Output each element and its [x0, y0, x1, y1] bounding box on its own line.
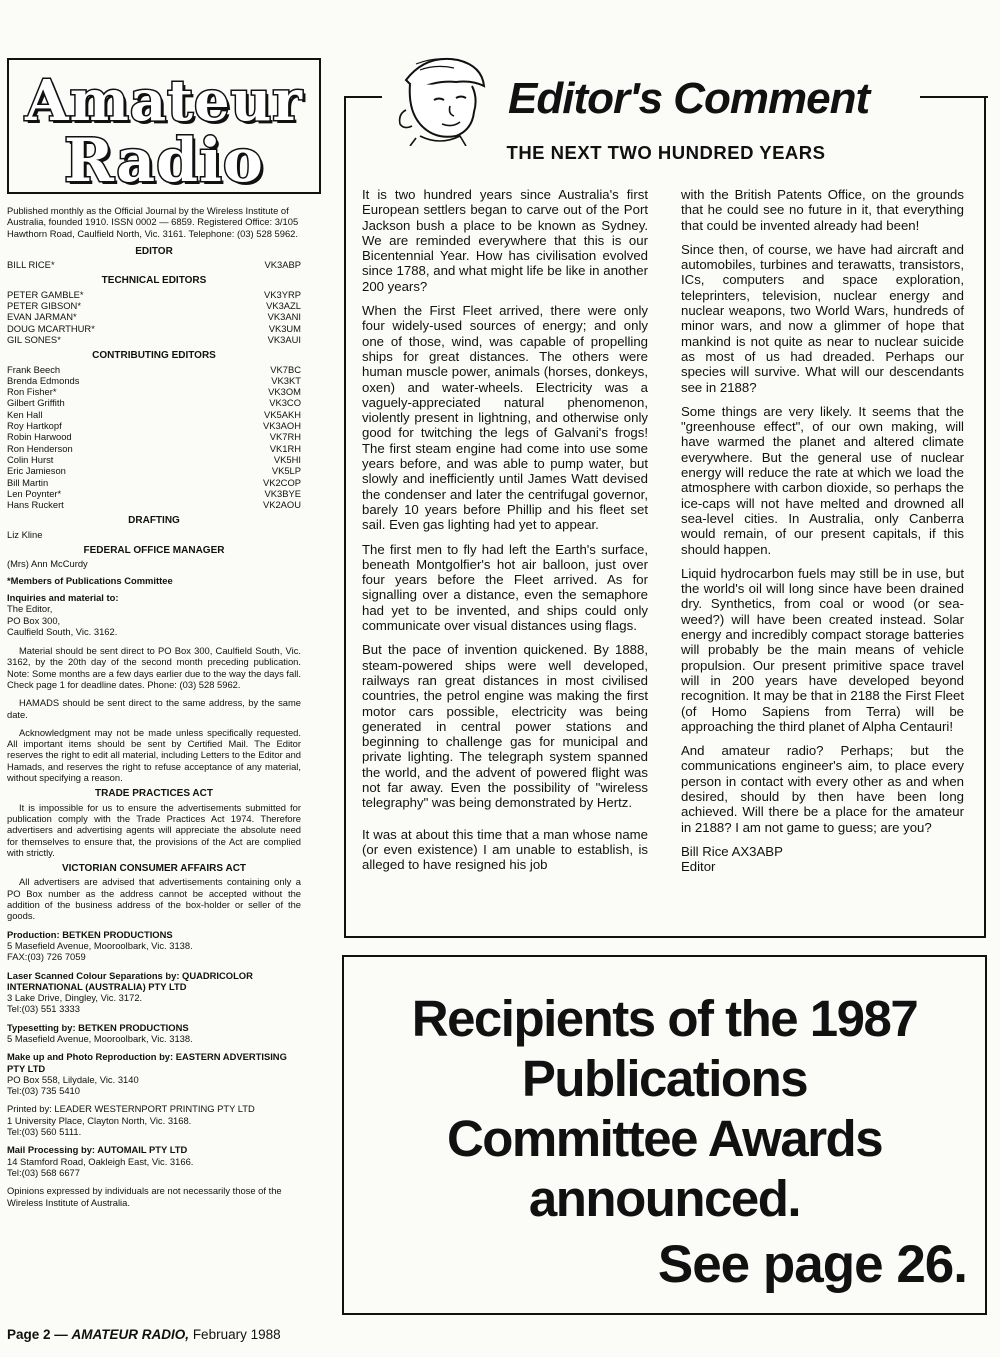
awards-line: Recipients of the 1987 [411, 990, 918, 1047]
staff-callsign: VK3BYE [264, 487, 301, 499]
printing-credit [7, 1103, 301, 1137]
staff-row [7, 259, 301, 270]
editorial-paragraph: And amateur radio? Perhaps; but the communications engineer's aim, to place every person in contact with every other as and when desired, should by then have been long achieved. Will there be a place for the amateur in 2188? I am not game to guess; are you? [681, 743, 964, 835]
credit-line: Tel:(03) 551 3333 [7, 1003, 80, 1015]
staff-callsign: VK5HI [273, 453, 301, 465]
staff-callsign: VK2COP [262, 476, 301, 488]
committee-note: *Members of Publications Committee [7, 574, 173, 586]
editorial-column-2 [681, 187, 964, 874]
editorial-paragraph: The first men to fly had left the Earth's surface, beneath Montgolfier's hot air balloon, just over four years before the Fleet arrived. As for signalling over a distance, even the semaphore had yet to be invented, and ships could only communicate over visual distances using flags. [362, 541, 648, 634]
staff-row [7, 477, 301, 488]
credit-label: Mail Processing by: AUTOMAIL PTY LTD [7, 1144, 188, 1156]
separations-credit [7, 970, 301, 1015]
staff-callsign: VK1RH [269, 442, 301, 454]
staff-callsign: VK3AUI [267, 333, 301, 345]
acknowledgment-paragraph: Acknowledgment may not be made unless specifically requested. All important items should be sent by Certified Mail. The Editor reserves the right to edit all material, including Letters to the Editor and Hamads, and reserves the right to refuse acceptance of any material, without specifying a reason. [7, 726, 301, 784]
staff-row [7, 420, 301, 431]
masthead-line1: Amateur [25, 68, 303, 134]
contributing-editors-heading: CONTRIBUTING EDITORS [92, 350, 216, 362]
editorial-paragraph: It is two hundred years since Australia's first European settlers began to carve out of the Port Jackson bush a place to be known as Sydney. We are reminded everywhere that this is our Bicentennial Year. How has civilisation evolved since 1788, and what might life be like in another 200 years? [362, 187, 648, 294]
staff-name: Brenda Edmonds [7, 374, 80, 386]
technical-editors-list [7, 289, 301, 345]
credit-line: 14 Stamford Road, Oakleigh East, Vic. 3166. [7, 1155, 194, 1167]
federal-office-manager-heading: FEDERAL OFFICE MANAGER [83, 545, 225, 557]
staff-row [7, 300, 301, 311]
staff-row [7, 289, 301, 300]
editorial-paragraph: Liquid hydrocarbon fuels may still be in use, but the world's oil will long since have been drained dry. Synthetics, from coal or wood (or sea-weed?) will have been created instead. Solar energy and incredibly compact storage batteries will probably be the main means of vehicle propulsion. Our present primitive space travel will in 200 years have developed beyond recognition. It may be that in 2188 the First Fleet (of Homo Sapiens from Terra) will be approaching the third planet of Alpha Centauri! [681, 565, 964, 734]
credit-label: Production: BETKEN PRODUCTIONS [7, 928, 173, 940]
editor-list [7, 259, 301, 270]
publication-name: AMATEUR RADIO, [71, 1327, 190, 1342]
staff-row [7, 375, 301, 386]
awards-line: Committee Awards [446, 1110, 883, 1167]
staff-row [7, 465, 301, 476]
staff-callsign: VK5AKH [264, 408, 301, 420]
makeup-credit [7, 1051, 301, 1096]
staff-row [7, 499, 301, 510]
staff-callsign: VK3AZL [266, 300, 301, 312]
staff-name: Frank Beech [7, 363, 61, 375]
staff-row [7, 323, 301, 334]
staff-callsign: VK7BC [270, 363, 301, 375]
editorial-signature-role: Editor [681, 859, 716, 875]
inquiries-line: Caulfield South, Vic. 3162. [7, 625, 118, 637]
masthead-line2: Radio [64, 126, 264, 194]
staff-name: Roy Hartkopf [7, 420, 62, 432]
awards-line: Publications [521, 1050, 808, 1107]
credit-label: Make up and Photo Reproduction by: EASTERN ADVERTISING PTY LTD [7, 1051, 287, 1074]
editorial-column-1 [362, 187, 648, 881]
credit-label: Printed by: LEADER WESTERNPORT PRINTING PTY LTD [7, 1103, 255, 1115]
staff-callsign: VK3CO [269, 397, 301, 409]
staff-row [7, 454, 301, 465]
staff-name: Bill Martin [7, 476, 49, 488]
editorial-signature: Bill Rice AX3ABP [681, 843, 783, 859]
staff-name: Gilbert Griffith [7, 397, 65, 409]
editorial-paragraph: with the British Patents Office, on the grounds that he could see no future in it, that everything that could be invented already had been! [681, 187, 964, 233]
editors-comment-title: Editor's Comment [508, 74, 870, 123]
staff-row [7, 488, 301, 499]
mail-credit [7, 1144, 301, 1178]
issue-date: February 1988 [192, 1327, 281, 1342]
typesetting-credit [7, 1022, 301, 1045]
credit-line: FAX:(03) 726 7059 [7, 951, 86, 963]
staff-name: GIL SONES* [7, 333, 61, 345]
credit-line: Tel:(03) 568 6677 [7, 1166, 80, 1178]
consumer-affairs-paragraph: All advertisers are advised that advertisements containing only a PO Box number as the address cannot be accepted without the addition of the business address of the box-holder or seller of the goods. [7, 876, 301, 922]
editorial-subtitle: THE NEXT TWO HUNDRED YEARS [506, 142, 826, 163]
masthead-logo [7, 58, 321, 194]
staff-name: Robin Harwood [7, 431, 72, 443]
material-paragraph: Material should be sent direct to PO Box 300, Caulfield South, Vic. 3162, by the 20th day of the second month preceding publication. Note: Some months are a few days earlier due to the way the days fall. Check page 1 for deadline dates. Phone: (03) 528 5962. [7, 645, 301, 690]
staff-callsign: VK2AOU [262, 499, 301, 511]
title-backdrop [922, 60, 982, 96]
staff-name: BILL RICE* [7, 259, 55, 271]
staff-name: Ron Fisher* [7, 386, 57, 398]
staff-name: PETER GAMBLE* [7, 288, 84, 300]
staff-row [7, 443, 301, 454]
hamads-paragraph: HAMADS should be sent direct to the same address, by the same date. [7, 697, 301, 720]
staff-callsign: VK3ABP [264, 259, 301, 271]
production-credit [7, 929, 301, 963]
staff-row [7, 386, 301, 397]
credit-label: Laser Scanned Colour Separations by: QUADRICOLOR INTERNATIONAL (AUSTRALIA) PTY LTD [7, 969, 253, 992]
staff-name: Ron Henderson [7, 442, 73, 454]
staff-row [7, 409, 301, 420]
inquiries-line: The Editor, [7, 603, 53, 615]
staff-row [7, 311, 301, 322]
staff-callsign: VK3UM [268, 322, 301, 334]
staff-row [7, 397, 301, 408]
staff-callsign: VK3KT [271, 374, 301, 386]
title-rule [906, 95, 988, 99]
staff-name: Colin Hurst [7, 453, 54, 465]
publication-intro: Published monthly as the Official Journal by the Wireless Institute of Australia, founded 1910. ISSN 0002 — 6859. Registered Office: 3/105 Hawthorn Road, Caulfield North, Vic. 3161. Telephone: (03) 528 5962. [7, 205, 299, 239]
editor-heading: EDITOR [135, 245, 173, 257]
inquiries-line: PO Box 300, [7, 614, 61, 626]
awards-line: announced. [528, 1170, 801, 1227]
consumer-affairs-heading: VICTORIAN CONSUMER AFFAIRS ACT [61, 863, 247, 875]
staff-name: Len Poynter* [7, 487, 62, 499]
staff-callsign: VK7RH [269, 431, 301, 443]
staff-name: DOUG MCARTHUR* [7, 322, 95, 334]
drafting-name: Liz Kline [7, 528, 43, 540]
credit-line: Tel:(03) 735 5410 [7, 1085, 80, 1097]
credit-line: 3 Lake Drive, Dingley, Vic. 3172. [7, 992, 143, 1004]
masthead-info-column [7, 205, 301, 1208]
technical-editors-heading: TECHNICAL EDITORS [101, 275, 207, 287]
credit-line: 1 University Place, Clayton North, Vic. 3168. [7, 1114, 192, 1126]
staff-callsign: VK3AOH [262, 420, 301, 432]
staff-row [7, 334, 301, 345]
editorial-paragraph: Some things are very likely. It seems that the "greenhouse effect", of our own making, will have warmed the planet and altered climate everywhere. But the general use of nuclear energy will reduce the rate at which we load the atmosphere with carbon dioxide, so perhaps the ice-caps will not have melted and drowned all sea-level cities. In Australia, only Canberra would remain, of our present capitals, if this should happen. [681, 403, 964, 557]
staff-name: Hans Ruckert [7, 499, 64, 511]
editorial-paragraph: When the First Fleet arrived, there were only four widely-used sources of energy; and only one of those, wind, was capable of propelling ships for great distances. The others were human muscle power, animals (horses, donkeys, oxen) and water-wheels. Electricity was a vaguely-appreciated natural phenomenon, violently present in lightning, and otherwise only good for twitching the legs of Galvani's frogs! The first steam engine had come into use some years before, and was able to pump water, but slowly and inefficiently until James Watt devised the condenser and later the centrifugal governor, barely 10 years before Phillip and his fleet set sail. Even gas lighting had yet to appear. [362, 303, 648, 533]
editor-sketch-icon [386, 50, 500, 146]
credit-line: PO Box 558, Lilydale, Vic. 3140 [7, 1073, 139, 1085]
federal-office-manager-name: (Mrs) Ann McCurdy [7, 558, 88, 570]
credit-line: 5 Masefield Avenue, Mooroolbark, Vic. 3138. [7, 939, 193, 951]
opinions-disclaimer: Opinions expressed by individuals are not necessarily those of the Wireless Institute of Australia. [7, 1185, 282, 1208]
see-page-reference: See page 26. [657, 1235, 967, 1294]
staff-callsign: VK3YRP [264, 288, 301, 300]
credit-label: Typesetting by: BETKEN PRODUCTIONS [7, 1021, 189, 1033]
staff-callsign: VK3OM [268, 386, 301, 398]
credit-line: 5 Masefield Avenue, Mooroolbark, Vic. 3138. [7, 1033, 193, 1044]
trade-practices-paragraph: It is impossible for us to ensure the advertisements submitted for publication comply with the Trade Practices Act 1974. Therefore advertisers and advertising agents will appreciate the absolute need for themselves to ensure that, the provisions of the Act are complied with strictly. [7, 801, 301, 858]
staff-row [7, 364, 301, 375]
awards-announcement-box [342, 955, 987, 1315]
staff-name: Eric Jamieson [7, 465, 66, 477]
editorial-paragraph: Since then, of course, we have had aircraft and automobiles, turbines and terawatts, transistors, ICs, computers and space exploration, teleprinters, television, nuclear energy and nuclear weapons, two World Wars, hundreds of minor wars, and now a glimmer of hope that mankind is not quite as near to nuclear suicide as most of us had dreaded. Perhaps our species will survive. What will our descendants see in 2188? [681, 241, 964, 395]
staff-name: Ken Hall [7, 408, 43, 420]
inquiries-label: Inquiries and material to: [7, 591, 119, 603]
page-number: Page 2 — [7, 1327, 68, 1342]
staff-callsign: VK3ANI [267, 311, 301, 323]
staff-callsign: VK5LP [271, 465, 301, 477]
staff-name: EVAN JARMAN* [7, 311, 77, 323]
staff-name: PETER GIBSON* [7, 300, 81, 312]
editorial-paragraph: It was at about this time that a man whose name (or even existence) I am unable to establish, is alleged to have resigned his job [362, 826, 648, 873]
trade-practices-heading: TRADE PRACTICES ACT [95, 788, 213, 800]
editorial-paragraph: But the pace of invention quickened. By 1888, steam-powered ships were well developed, railways ran great distances in most civilised countries, the petrol engine was making the first motor cars possible, electricity was being generated in central power stations and beginning to challenge gas for municipal and private lighting. The telegraph system spanned the world, and the advent of powered flight was not far away. Even the possibility of "wireless telegraphy" was being demonstrated by Hertz. [362, 642, 648, 811]
contributing-editors-list [7, 364, 301, 511]
page-footer [7, 1327, 281, 1342]
staff-row [7, 431, 301, 442]
drafting-heading: DRAFTING [128, 515, 180, 527]
credit-line: Tel:(03) 560 5111. [7, 1126, 82, 1138]
